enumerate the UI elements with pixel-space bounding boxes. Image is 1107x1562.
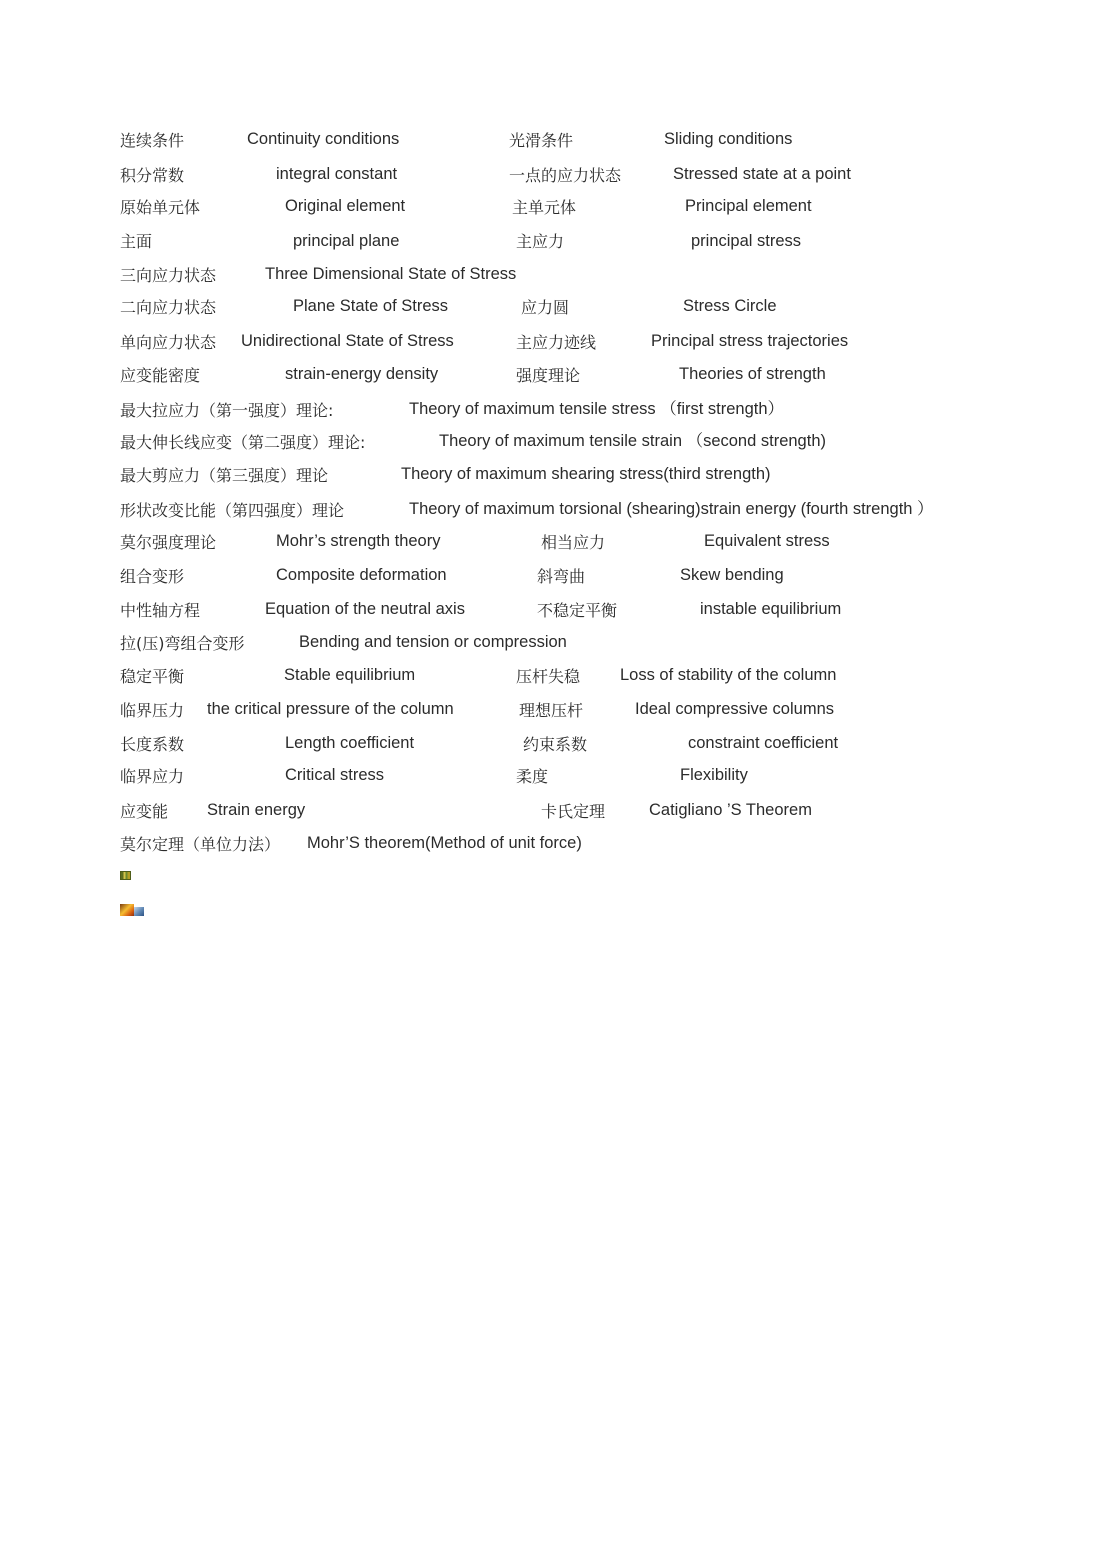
small-photo-icon (120, 871, 131, 880)
term-zh: 积分常数 (120, 166, 185, 185)
term-en: Principal element (685, 197, 812, 215)
term-zh: 主面 (120, 232, 153, 251)
term-en: Three Dimensional State of Stress (265, 265, 517, 283)
term-en: Theories of strength (679, 365, 826, 383)
term-zh: 最大拉应力（第一强度）理论: (120, 401, 334, 420)
term-zh: 光滑条件 (509, 131, 574, 150)
term-zh: 主应力迹线 (516, 333, 597, 352)
term-zh: 理想压杆 (519, 701, 584, 720)
term-zh: 压杆失稳 (516, 667, 581, 686)
term-en: Mohr’S theorem(Method of unit force) (307, 834, 582, 852)
term-zh: 二向应力状态 (120, 298, 217, 317)
term-en: principal stress (691, 232, 802, 250)
term-en: instable equilibrium (700, 600, 842, 618)
term-en: Length coefficient (285, 734, 415, 752)
term-zh: 应变能 (120, 802, 169, 821)
term-zh: 约束系数 (523, 735, 588, 754)
term-en: Stressed state at a point (673, 165, 851, 183)
term-en: principal plane (293, 232, 400, 250)
term-en: Plane State of Stress (293, 297, 449, 315)
term-en: Original element (285, 197, 406, 215)
photo-right-icon (134, 907, 144, 916)
term-zh: 相当应力 (541, 533, 606, 552)
photo-strip-icon (120, 904, 144, 916)
term-en: Continuity conditions (247, 130, 400, 148)
term-zh: 莫尔定理（单位力法） (120, 835, 281, 854)
term-zh: 单向应力状态 (120, 333, 217, 352)
term-en: constraint coefficient (688, 734, 839, 752)
term-zh: 应力圆 (521, 298, 570, 317)
term-zh: 原始单元体 (120, 198, 201, 217)
term-zh: 长度系数 (120, 735, 185, 754)
term-zh: 强度理论 (516, 366, 581, 385)
term-en: integral constant (276, 165, 398, 183)
term-zh: 稳定平衡 (120, 667, 185, 686)
term-en: Equivalent stress (704, 532, 830, 550)
term-en: Loss of stability of the column (620, 666, 837, 684)
term-zh: 最大剪应力（第三强度）理论 (120, 466, 329, 485)
term-zh: 组合变形 (120, 567, 185, 586)
term-en: Unidirectional State of Stress (241, 332, 454, 350)
term-en: Critical stress (285, 766, 385, 784)
term-en: Skew bending (680, 566, 784, 584)
term-en: Composite deformation (276, 566, 447, 584)
term-en: Stress Circle (683, 297, 777, 315)
term-zh: 三向应力状态 (120, 266, 217, 285)
term-zh: 临界压力 (120, 701, 185, 720)
term-zh: 形状改变比能（第四强度）理论 (120, 501, 345, 520)
term-zh: 不稳定平衡 (537, 601, 618, 620)
term-en: the critical pressure of the column (207, 700, 454, 718)
term-en: Ideal compressive columns (635, 700, 834, 718)
term-zh: 莫尔强度理论 (120, 533, 217, 552)
term-zh: 拉(压)弯组合变形 (120, 634, 245, 653)
term-zh: 连续条件 (120, 131, 185, 150)
term-en: Theory of maximum torsional (shearing)strain energy (fourth strength ） (409, 500, 934, 518)
photo-left-icon (120, 904, 134, 916)
term-zh: 斜弯曲 (537, 567, 586, 586)
term-zh: 柔度 (516, 767, 549, 786)
term-en: Equation of the neutral axis (265, 600, 465, 618)
term-zh: 临界应力 (120, 767, 185, 786)
term-en: strain-energy density (285, 365, 439, 383)
term-zh: 中性轴方程 (120, 601, 201, 620)
term-en: Theory of maximum tensile strain （second strength) (439, 432, 826, 450)
term-zh: 卡氏定理 (541, 802, 606, 821)
term-zh: 主应力 (516, 232, 565, 251)
term-en: Principal stress trajectories (651, 332, 849, 350)
term-zh: 应变能密度 (120, 366, 201, 385)
term-en: Strain energy (207, 801, 306, 819)
term-en: Bending and tension or compression (299, 633, 567, 651)
term-en: Catigliano ’S Theorem (649, 801, 812, 819)
term-en: Mohr’s strength theory (276, 532, 441, 550)
term-zh: 主单元体 (512, 198, 577, 217)
term-zh: 最大伸长线应变（第二强度）理论: (120, 433, 366, 452)
term-zh: 一点的应力状态 (509, 166, 622, 185)
term-en: Flexibility (680, 766, 748, 784)
term-en: Theory of maximum tensile stress （first strength） (409, 400, 785, 418)
term-en: Sliding conditions (664, 130, 793, 148)
term-en: Theory of maximum shearing stress(third strength) (401, 465, 771, 483)
term-en: Stable equilibrium (284, 666, 416, 684)
